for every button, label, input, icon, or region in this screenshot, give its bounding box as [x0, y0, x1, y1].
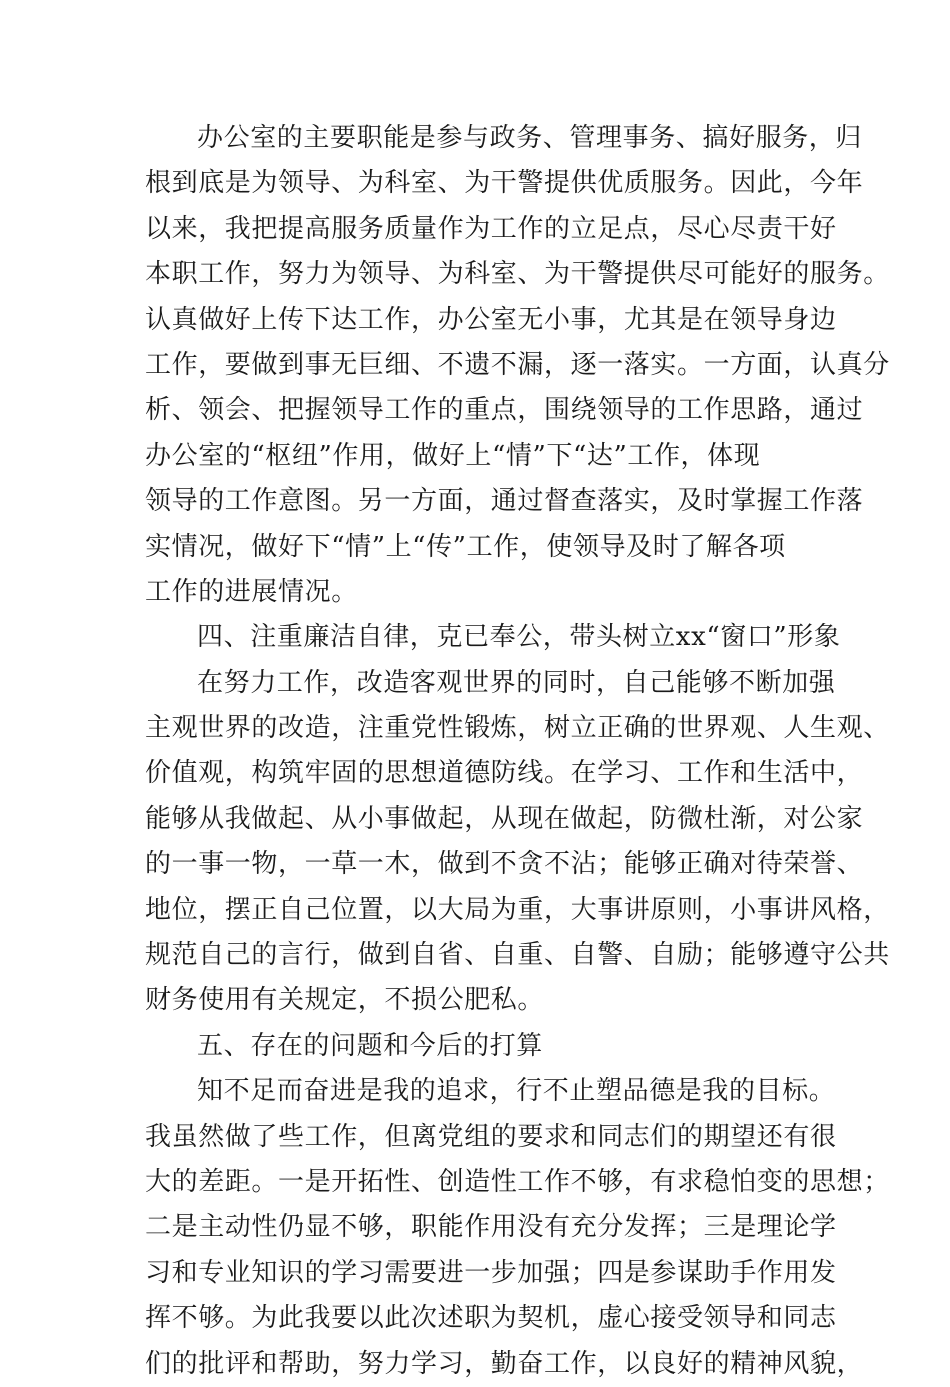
paragraph-line: 大的差距。一是开拓性、创造性工作不够，有求稳怕变的思想；	[145, 1166, 890, 1197]
paragraph-line: 认真做好上传下达工作，办公室无小事，尤其是在领导身边	[145, 304, 837, 335]
paragraph-line: 能够从我做起、从小事做起，从现在做起，防微杜渐，对公家	[145, 803, 864, 834]
paragraph-line: 根到底是为领导、为科室、为干警提供优质服务。因此，今年	[145, 168, 864, 199]
paragraph-line: 价值观，构筑牢固的思想道德防线。在学习、工作和生活中，	[145, 758, 864, 789]
paragraph-line: 工作，要做到事无巨细、不遗不漏，逐一落实。一方面，认真分	[145, 349, 890, 380]
section-heading-5: 五、存在的问题和今后的打算	[197, 1030, 543, 1061]
paragraph-line: 工作的进展情况。	[145, 576, 358, 607]
paragraph-line: 规范自己的言行，做到自省、自重、自警、自励；能够遵守公共	[145, 940, 890, 971]
paragraph-line: 领导的工作意图。另一方面，通过督查落实，及时掌握工作落	[145, 486, 864, 517]
paragraph-line: 知不足而奋进是我的追求，行不止塑品德是我的目标。	[197, 1076, 836, 1107]
section-heading-4: 四、注重廉洁自律，克已奉公，带头树立xx“窗口”形象	[197, 622, 841, 653]
paragraph-line: 实情况，做好下“情”上“传”工作，使领导及时了解各项	[145, 531, 786, 562]
paragraph-line: 析、领会、把握领导工作的重点，围绕领导的工作思路，通过	[145, 395, 864, 426]
paragraph-line: 挥不够。为此我要以此次述职为契机，虚心接受领导和同志	[145, 1303, 837, 1334]
paragraph-line: 办公室的主要职能是参与政务、管理事务、搞好服务，归	[197, 123, 863, 153]
paragraph-line: 财务使用有关规定，不损公肥私。	[145, 985, 545, 1016]
paragraph-line: 办公室的“枢纽”作用，做好上“情”下“达”工作，体现	[145, 440, 761, 471]
paragraph-line: 本职工作，努力为领导、为科室、为干警提供尽可能好的服务。	[145, 259, 890, 290]
paragraph-line: 我虽然做了些工作，但离党组的要求和同志们的期望还有很	[145, 1121, 837, 1152]
paragraph-line: 们的批评和帮助，努力学习，勤奋工作，以良好的精神风貌，	[145, 1348, 864, 1379]
paragraph-line: 的一事一物，一草一木，做到不贪不沾；能够正确对待荣誉、	[145, 849, 864, 880]
document-body	[145, 116, 890, 1387]
paragraph-line: 在努力工作，改造客观世界的同时，自己能够不断加强	[197, 667, 836, 698]
paragraph-line: 主观世界的改造，注重党性锻炼，树立正确的世界观、人生观、	[145, 713, 890, 744]
paragraph-line: 地位，摆正自己位置，以大局为重，大事讲原则，小事讲风格，	[145, 894, 890, 925]
paragraph-line: 习和专业知识的学习需要进一步加强；四是参谋助手作用发	[145, 1257, 837, 1288]
paragraph-line: 二是主动性仍显不够，职能作用没有充分发挥；三是理论学	[145, 1212, 837, 1243]
paragraph-line: 以来，我把提高服务质量作为工作的立足点，尽心尽责干好	[145, 213, 837, 244]
